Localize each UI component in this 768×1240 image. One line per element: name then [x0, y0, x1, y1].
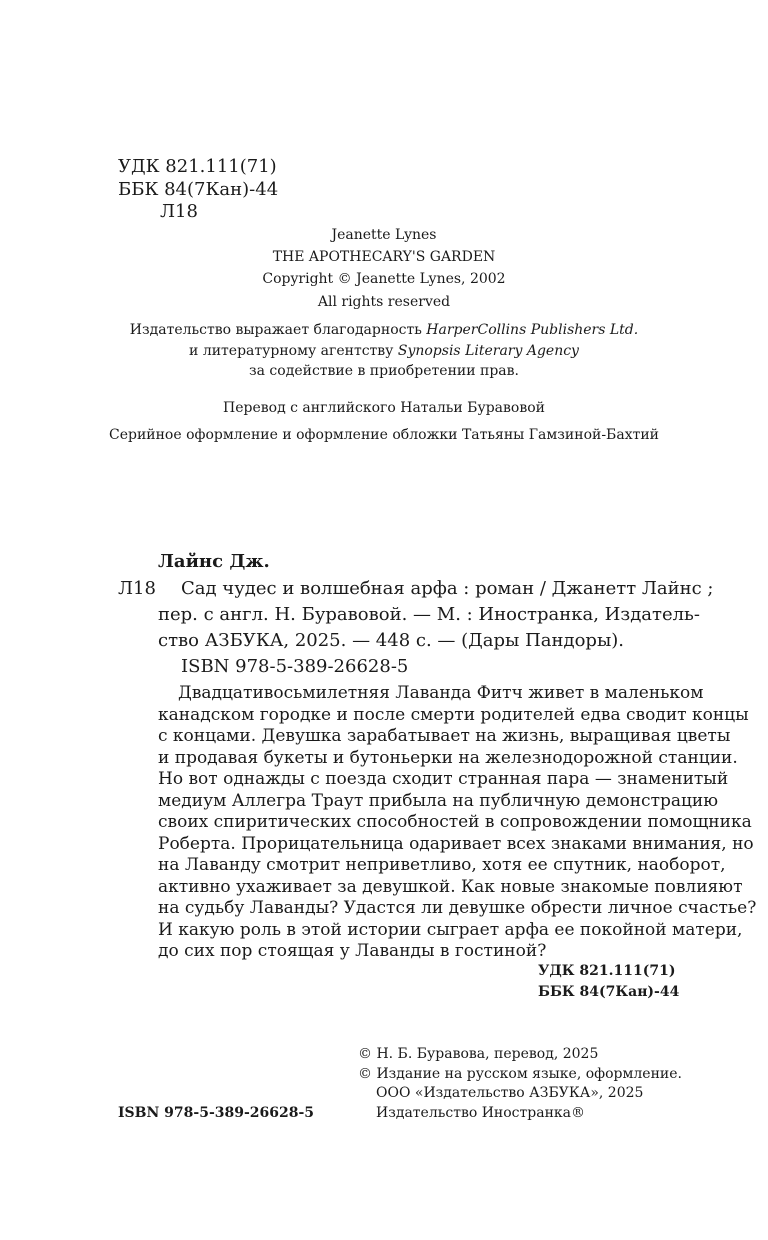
annotation-line: своих спиритических способностей в сопровождении помощника — [158, 812, 752, 832]
annotation-line: Но вот однажды с поезда сходит странная пара — знаменитый — [158, 769, 729, 789]
bbk-code: ББК 84(7Кан)-44 — [118, 179, 279, 200]
annotation-line: с концами. Девушка зарабатывает на жизнь, выращивая цветы — [158, 726, 731, 746]
bottom-udk-code: УДК 821.111(71) — [538, 963, 676, 979]
card-description-line-3: ство АЗБУКА, 2025. — 448 с. — (Дары Пандоры). — [158, 630, 625, 651]
original-author: Jeanette Lynes — [331, 227, 437, 243]
bottom-bbk-code: ББК 84(7Кан)-44 — [538, 984, 680, 1000]
original-title: THE APOTHECARY'S GARDEN — [272, 249, 496, 265]
original-copyright: Copyright © Jeanette Lynes, 2002 — [262, 271, 506, 287]
acknowledgement-text: и литературному агентству — [189, 343, 398, 359]
annotation-line: Двадцативосьмилетняя Лаванда Фитч живет в маленьком — [178, 683, 704, 703]
author-sign: Л18 — [160, 201, 198, 222]
card-author-sign: Л18 — [118, 578, 156, 599]
card-author-heading: Лайнс Дж. — [158, 551, 270, 572]
annotation-line: на Лаванду смотрит неприветливо, хотя ее спутник, наоборот, — [158, 855, 726, 875]
annotation-line: Роберта. Прорицательница одаривает всех знаками внимания, но — [158, 833, 754, 854]
agency-name: Synopsis Literary Agency — [397, 343, 579, 359]
bottom-isbn: ISBN 978-5-389-26628-5 — [118, 1105, 315, 1121]
card-description-line-2: пер. с англ. Н. Буравовой. — М. : Иностранка, Издатель- — [158, 604, 700, 625]
acknowledgement-line-1 — [0, 320, 768, 340]
annotation-line: И какую роль в этой истории сыграет арфа ее покойной матери, — [158, 919, 743, 940]
design-credit: Серийное оформление и оформление обложки Татьяны Гамзиной-Бахтий — [108, 427, 659, 443]
acknowledgement-text: Издательство выражает благодарность — [129, 322, 427, 338]
annotation — [158, 683, 757, 963]
annotation-line: медиум Аллегра Траут прибыла на публичную демонстрацию — [158, 790, 719, 811]
acknowledgement-line-2 — [0, 341, 768, 361]
annotation-line: до сих пор стоящая у Лаванды в гостиной? — [158, 941, 547, 961]
copyright-azbuka: ООО «Издательство АЗБУКА», 2025 — [376, 1085, 644, 1101]
annotation-line: канадском городке и после смерти родителей едва сводит концы — [158, 704, 749, 725]
udk-code: УДК 821.111(71) — [118, 156, 277, 177]
acknowledgement-line-3: за содействие в приобретении прав. — [249, 363, 519, 379]
translation-credit: Перевод с английского Натальи Буравовой — [223, 400, 545, 416]
copyright-inostranka: Издательство Иностранка® — [376, 1105, 585, 1121]
publisher-name: HarperCollins Publishers Ltd. — [426, 322, 639, 338]
annotation-line: активно ухаживает за девушкой. Как новые знакомые повлияют — [158, 876, 743, 897]
copyright-edition: © Издание на русском языке, оформление. — [358, 1066, 682, 1082]
annotation-line: и продавая букеты и бутоньерки на железнодорожной станции. — [158, 747, 738, 768]
copyright-translation: © Н. Б. Буравова, перевод, 2025 — [358, 1046, 599, 1062]
annotation-line: на судьбу Лаванды? Удастся ли девушке обрести личное счастье? — [158, 898, 757, 918]
rights-reserved: All rights reserved — [317, 294, 451, 310]
card-description-line-1: Сад чудес и волшебная арфа : роман / Джанетт Лайнс ; — [181, 578, 714, 599]
card-isbn: ISBN 978-5-389-26628-5 — [181, 656, 409, 677]
